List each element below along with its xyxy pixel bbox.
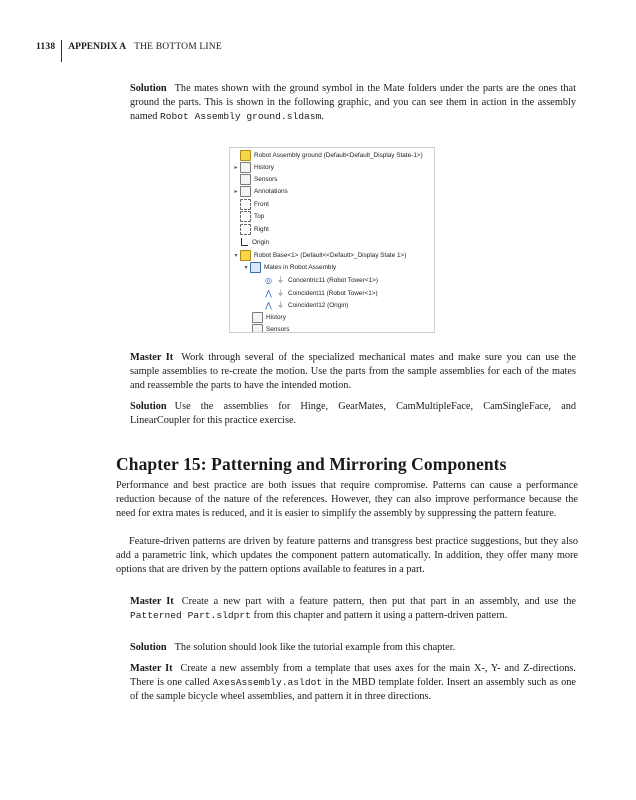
appendix-label: APPENDIX A	[68, 42, 127, 52]
term-label: Master It	[130, 663, 173, 674]
coincident-mate-icon: ⋀	[265, 288, 272, 298]
body-paragraph-1	[116, 479, 578, 522]
paragraph-text: Feature-driven patterns are driven by feature patterns and transgress best practice suggestions, but they also add a parametric link, which updates the component pattern automatically. In addition, they offer many more options that are driven by the pattern options available to features in a part.	[116, 536, 578, 576]
paragraph-text-end: .	[321, 111, 324, 123]
plane-icon	[240, 224, 251, 235]
annotations-icon	[240, 186, 251, 197]
tree-item[interactable]: Origin	[232, 236, 269, 248]
tree-item[interactable]: Sensors	[232, 173, 277, 185]
master-it-paragraph-3	[130, 662, 576, 705]
tree-item[interactable]: ▾ Robot Base<1> (Default<<Default>_Display State 1>)	[232, 249, 406, 261]
page-number: 1138	[36, 42, 56, 52]
running-title: THE BOTTOM LINE	[134, 42, 222, 52]
file-name: Robot Assembly ground.sldasm	[160, 111, 322, 123]
solution-paragraph-3	[130, 641, 576, 655]
plane-icon	[240, 199, 251, 210]
tree-item[interactable]: ▸ History	[232, 161, 274, 173]
expand-arrow-icon[interactable]: ▸	[234, 188, 238, 195]
part-icon	[240, 250, 251, 261]
origin-icon	[240, 238, 249, 247]
feature-manager-tree	[229, 147, 435, 333]
tree-item[interactable]: ▸ Annotations	[232, 185, 288, 197]
term-label: Solution	[130, 642, 167, 653]
paragraph-text-end: in the MBD template folder. Insert an assembly such as one of the sample bicycle wheel assemblies, and pattern it in three directions.	[130, 677, 576, 703]
master-it-paragraph-2	[130, 595, 576, 623]
header-divider	[61, 40, 62, 62]
tree-item[interactable]: ⋀ ⏚ Coincident11 (Robot Tower<1>)	[265, 288, 378, 298]
ground-icon: ⏚	[277, 276, 284, 284]
paragraph-text: Use the assemblies for Hinge, GearMates, CamMultipleFace, CamSingleFace, and LinearCoupler for this practice exercise.	[130, 401, 576, 427]
history-icon	[252, 312, 263, 323]
history-icon	[240, 162, 251, 173]
running-header	[36, 36, 222, 58]
tree-item[interactable]: Robot Assembly ground (Default<Default_Display State-1>)	[232, 149, 423, 161]
concentric-mate-icon: ◎	[265, 275, 272, 285]
tree-item[interactable]: Top	[232, 210, 264, 222]
sensors-icon	[252, 324, 263, 334]
tree-item[interactable]: ▾ Mates in Robot Assembly	[242, 261, 336, 273]
file-name: Patterned Part.sldprt	[130, 610, 251, 622]
tree-item[interactable]: ◎ ⏚ Concentric11 (Robot Tower<1>)	[265, 275, 378, 285]
tree-item[interactable]: Front	[232, 198, 269, 210]
term-label: Master It	[130, 352, 174, 363]
paragraph-text: Performance and best practice are both issues that require compromise. Patterns can cause a performance reduction because of the nature of the references. However, they can also improve performance because the need for extra mates is reduced, and it is easier to simplify the assembly by suppressing the pattern feature.	[116, 480, 578, 520]
paragraph-text: Work through several of the specialized mechanical mates and make sure you can use the sample assemblies to re-create the motion. Use the parts from the sample assemblies for each of the mates and reassemble the parts to have the intended motion.	[130, 352, 576, 392]
term-label: Master It	[130, 596, 174, 607]
plane-icon	[240, 211, 251, 222]
solution-paragraph-2	[130, 400, 576, 428]
coincident-mate-icon: ⋀	[265, 300, 272, 310]
mates-folder-icon	[250, 262, 261, 273]
expand-arrow-icon[interactable]: ▸	[234, 164, 238, 171]
chapter-heading: Chapter 15: Patterning and Mirroring Components	[116, 454, 507, 474]
body-paragraph-2	[116, 535, 578, 578]
paragraph-text: The mates shown with the ground symbol in the Mate folders under the parts are the ones that ground the parts. This is shown in the following graphic, and you can see them in action in the assembly named	[130, 83, 576, 123]
collapse-arrow-icon[interactable]: ▾	[244, 264, 248, 271]
file-name: AxesAssembly.asldot	[212, 677, 323, 689]
paragraph-text-end: from this chapter and pattern it using a pattern-driven pattern.	[250, 610, 508, 622]
ground-icon: ⏚	[277, 289, 284, 297]
tree-item[interactable]: Sensors	[252, 323, 289, 333]
term-label: Solution	[130, 401, 167, 412]
solution-paragraph-1	[130, 82, 576, 125]
collapse-arrow-icon[interactable]: ▾	[234, 252, 238, 259]
master-it-paragraph-1	[130, 351, 576, 394]
ground-icon: ⏚	[277, 301, 284, 309]
assembly-icon	[240, 150, 251, 161]
tree-item[interactable]: ⋀ ⏚ Coincident12 (Origin)	[265, 300, 349, 310]
term-label: Solution	[130, 83, 167, 94]
tree-item[interactable]: Right	[232, 223, 269, 235]
paragraph-text: Create a new part with a feature pattern, then put that part in an assembly, and use the	[181, 596, 576, 607]
sensors-icon	[240, 174, 251, 185]
tree-item[interactable]: History	[252, 311, 286, 323]
paragraph-text: The solution should look like the tutorial example from this chapter.	[174, 642, 456, 653]
paragraph-text: Create a new assembly from a template that uses axes for the main X-, Y- and Z-directions. There is one called	[130, 663, 576, 689]
